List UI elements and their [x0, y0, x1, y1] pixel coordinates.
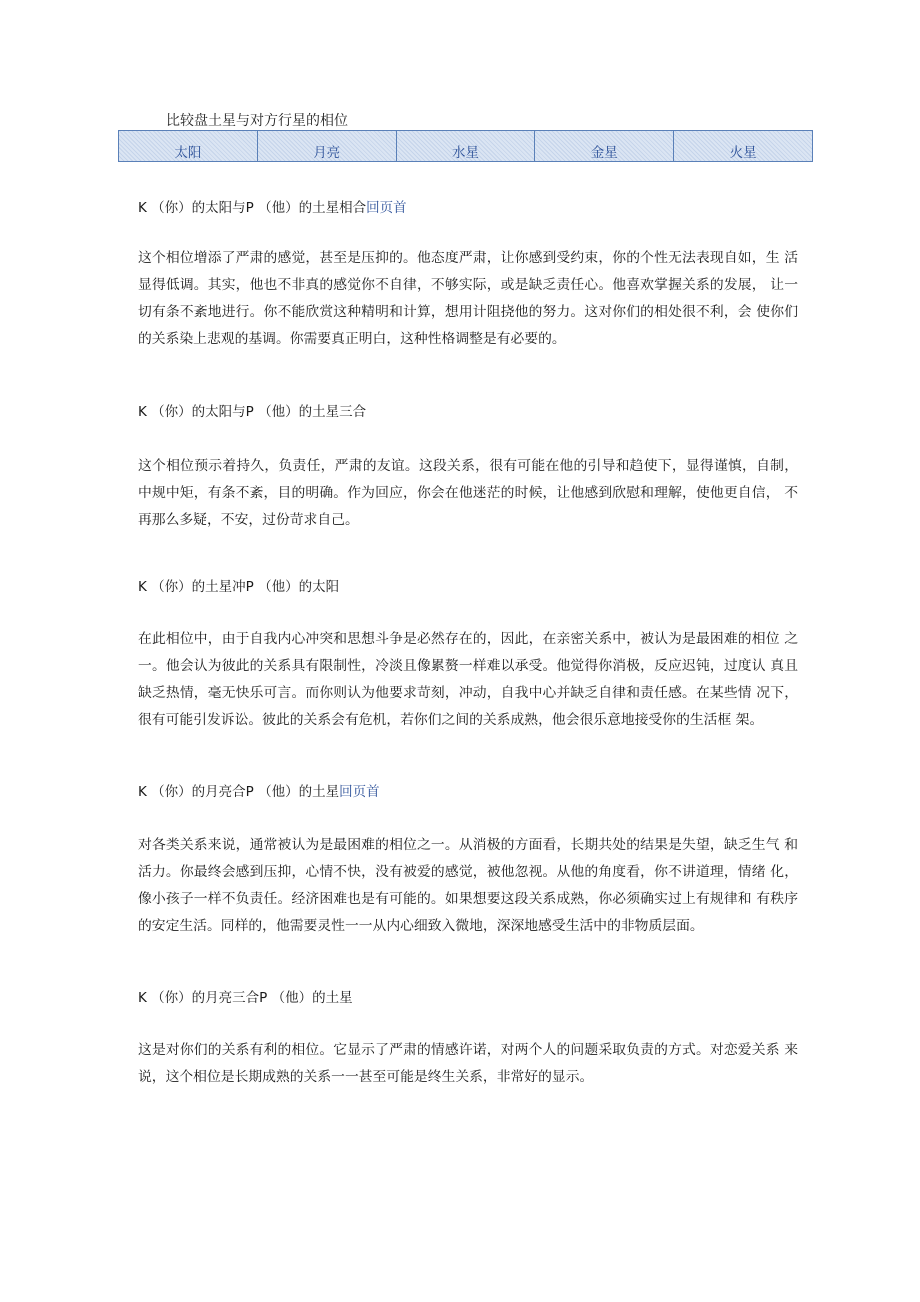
section-heading-text: K （你）的太阳与P （他）的土星相合	[138, 200, 367, 216]
nav-moon[interactable]	[258, 131, 397, 161]
section-heading	[138, 783, 380, 801]
back-to-top-link[interactable]: 回页首	[366, 200, 407, 216]
nav-venus-label: 金星	[590, 145, 618, 161]
nav-mercury-label: 水星	[451, 145, 479, 161]
nav-sun[interactable]	[119, 131, 258, 161]
nav-mars-label: 火星	[729, 145, 757, 161]
nav-moon-label: 月亮	[313, 145, 341, 161]
nav-venus[interactable]	[535, 131, 674, 161]
section-heading	[138, 199, 407, 217]
section-body: 对各类关系来说，通常被认为是最困难的相位之一。从消极的方面看，长期共处的结果是失望，缺乏生气 和活力。你最终会感到压抑，心情不快，没有被爱的感觉，被他忽视。从他的角度看，你不讲道理，情绪 化，像小孩子一样不负责任。经济困难也是有可能的。如果想要这段关系成熟，你必须确实过上有规律和 有秩序的安定生活。同样的，他需要灵性一一从内心细致入微地，深深地感受生活中的非物质层面。	[138, 837, 798, 934]
planet-nav-table	[118, 130, 813, 162]
nav-sun-label: 太阳	[174, 145, 202, 161]
section-heading	[138, 578, 339, 596]
nav-mercury[interactable]	[397, 131, 536, 161]
section-heading	[138, 403, 366, 421]
section-body: 这个相位预示着持久，负责任，严肃的友谊。这段关系，很有可能在他的引导和趋使下，显得谨慎，自制， 中规中矩，有条不紊，目的明确。作为回应，你会在他迷茫的时候，让他感到欣慰和理解，使他更自信， 不再那么多疑，不安，过份苛求自己。	[138, 458, 798, 528]
section-heading	[138, 989, 353, 1007]
section-heading-text: K （你）的月亮合P （他）的土星	[138, 784, 340, 800]
page-title: 比较盘土星与对方行星的相位	[166, 113, 348, 129]
section-body: 这是对你们的关系有利的相位。它显示了严肃的情感许诺，对两个人的问题采取负责的方式。对恋爱关系 来说，这个相位是长期成熟的关系一一甚至可能是终生关系，非常好的显示。	[138, 1042, 798, 1085]
nav-mars[interactable]	[674, 131, 812, 161]
section-heading-text: K （你）的月亮三合P （他）的土星	[138, 990, 353, 1006]
section-body: 这个相位增添了严肃的感觉，甚至是压抑的。他态度严肃，让你感到受约束，你的个性无法表现自如，生 活显得低调。其实，他也不非真的感觉你不自律，不够实际，或是缺乏责任心。他喜欢掌握关系的发展， 让一切有条不紊地进行。你不能欣赏这种精明和计算，想用计阻挠他的努力。这对你们的相处很不利，会 使你们的关系染上悲观的基调。你需要真正明白，这种性格调整是有必要的。	[138, 250, 798, 347]
section-heading-text: K （你）的土星冲P （他）的太阳	[138, 579, 340, 595]
section-heading-text: K （你）的太阳与P （他）的土星三合	[138, 404, 367, 420]
back-to-top-link[interactable]: 回页首	[339, 784, 380, 800]
section-body: 在此相位中，由于自我内心冲突和思想斗争是必然存在的，因此，在亲密关系中，被认为是最困难的相位 之一。他会认为彼此的关系具有限制性，冷淡且像累赘一样难以承受。他觉得你消极，反应迟钝，过度认 真且缺乏热情，毫无快乐可言。而你则认为他要求苛刻，冲动，自我中心并缺乏自律和责任感。在某些情 况下，很有可能引发诉讼。彼此的关系会有危机，若你们之间的关系成熟，他会很乐意地接受你的生活框 架。	[138, 631, 798, 728]
